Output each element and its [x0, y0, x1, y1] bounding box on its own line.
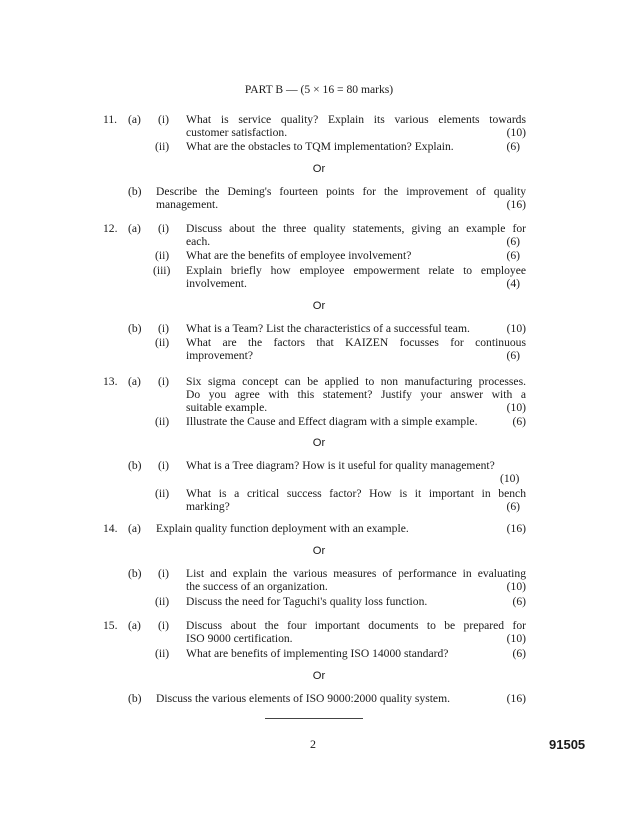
- part-label: (a): [128, 113, 141, 126]
- question-number: 12.: [103, 222, 118, 235]
- question-text: What are benefits of implementing ISO 14000 standard?: [186, 647, 449, 660]
- marks: (6): [506, 500, 520, 513]
- subpart-label: (i): [158, 567, 169, 580]
- question-text: Discuss the need for Taguchi's quality loss function.: [186, 595, 428, 608]
- question-text: Do you agree with this statement? Justify your answer with a: [186, 388, 526, 401]
- subpart-label: (ii): [155, 140, 170, 153]
- question-line: [186, 140, 520, 153]
- marks: (10): [500, 472, 520, 485]
- subpart-label: (ii): [155, 336, 170, 349]
- subpart-label: (i): [158, 222, 169, 235]
- question-line: [186, 500, 520, 513]
- subpart-label: (ii): [155, 487, 170, 500]
- question-number: 11.: [103, 113, 118, 126]
- subpart-label: (i): [158, 459, 169, 472]
- part-heading: PART B — (5 × 16 = 80 marks): [244, 83, 394, 96]
- question-number: 13.: [103, 375, 118, 388]
- question-text: involvement.: [186, 277, 247, 290]
- marks: (16): [506, 198, 526, 211]
- marks: (10): [506, 632, 526, 645]
- question-line: [186, 415, 526, 428]
- question-line: [186, 235, 520, 248]
- question-number: 15.: [103, 619, 118, 632]
- question-line: [186, 632, 526, 645]
- question-text: ISO 9000 certification.: [186, 632, 293, 645]
- marks: (6): [512, 415, 526, 428]
- question-line: [186, 595, 526, 608]
- marks: (6): [506, 235, 520, 248]
- question-text: marking?: [186, 500, 230, 513]
- part-label: (b): [128, 692, 142, 705]
- part-label: (b): [128, 567, 142, 580]
- question-text: customer satisfaction.: [186, 126, 288, 139]
- question-text: improvement?: [186, 349, 253, 362]
- or-separator: Or: [312, 300, 326, 312]
- question-line: [186, 126, 526, 139]
- question-line: [186, 647, 526, 660]
- question-line: [156, 692, 526, 705]
- subpart-label: (i): [158, 113, 169, 126]
- part-label: (b): [128, 185, 142, 198]
- question-number: 14.: [103, 522, 118, 535]
- question-line: [186, 580, 526, 593]
- marks: (6): [506, 140, 520, 153]
- question-text: What are the benefits of employee involvement?: [186, 249, 412, 262]
- question-line: [186, 277, 520, 290]
- part-label: (a): [128, 522, 141, 535]
- question-text: What is a Tree diagram? How is it useful for quality management?: [186, 459, 495, 472]
- part-label: (b): [128, 459, 142, 472]
- marks: (6): [506, 249, 520, 262]
- question-text: Explain quality function deployment with an example.: [156, 522, 409, 535]
- question-text: Six sigma concept can be applied to non manufacturing processes.: [186, 375, 526, 388]
- question-text: Illustrate the Cause and Effect diagram with a simple example.: [186, 415, 478, 428]
- question-line: [186, 322, 526, 335]
- footer-rule: [265, 718, 363, 719]
- paper-code: 91505: [549, 737, 586, 752]
- marks: (6): [512, 647, 526, 660]
- subpart-label: (i): [158, 322, 169, 335]
- question-text: What is a critical success factor? How is it important in bench: [186, 487, 526, 500]
- question-text: Discuss about the three quality statements, giving an example for: [186, 222, 526, 235]
- part-label: (a): [128, 375, 141, 388]
- marks: (10): [506, 580, 526, 593]
- question-line: [186, 249, 520, 262]
- subpart-label: (ii): [155, 595, 170, 608]
- question-text: What are the factors that KAIZEN focusses for continuous: [186, 336, 526, 349]
- question-line: [186, 401, 526, 414]
- question-text: Describe the Deming's fourteen points for the improvement of quality: [156, 185, 526, 198]
- or-separator: Or: [312, 545, 326, 557]
- marks: (6): [506, 349, 520, 362]
- part-label: (b): [128, 322, 142, 335]
- question-text: What is service quality? Explain its various elements towards: [186, 113, 526, 126]
- marks: (16): [506, 522, 526, 535]
- question-text: What is a Team? List the characteristics of a successful team.: [186, 322, 470, 335]
- marks: (10): [506, 126, 526, 139]
- question-text: suitable example.: [186, 401, 268, 414]
- subpart-label: (i): [158, 375, 169, 388]
- subpart-label: (iii): [153, 264, 171, 277]
- subpart-label: (ii): [155, 647, 170, 660]
- question-text: management.: [156, 198, 219, 211]
- question-text: Discuss the various elements of ISO 9000:2000 quality system.: [156, 692, 450, 705]
- question-text: List and explain the various measures of performance in evaluating: [186, 567, 526, 580]
- or-separator: Or: [312, 437, 326, 449]
- marks: (10): [506, 322, 526, 335]
- question-line: [156, 198, 526, 211]
- marks: (6): [512, 595, 526, 608]
- question-text: each.: [186, 235, 211, 248]
- question-text: Explain briefly how employee empowerment relate to employee: [186, 264, 526, 277]
- marks: (16): [506, 692, 526, 705]
- question-text: Discuss about the four important documents to be prepared for: [186, 619, 526, 632]
- part-label: (a): [128, 619, 141, 632]
- subpart-label: (ii): [155, 249, 170, 262]
- or-separator: Or: [312, 163, 326, 175]
- question-line: [186, 349, 520, 362]
- part-label: (a): [128, 222, 141, 235]
- page-number: 2: [310, 737, 316, 751]
- marks: (10): [506, 401, 526, 414]
- subpart-label: (ii): [155, 415, 170, 428]
- subpart-label: (i): [158, 619, 169, 632]
- question-text: What are the obstacles to TQM implementation? Explain.: [186, 140, 454, 153]
- or-separator: Or: [312, 670, 326, 682]
- question-text: the success of an organization.: [186, 580, 328, 593]
- marks: (4): [506, 277, 520, 290]
- question-line: [156, 522, 526, 535]
